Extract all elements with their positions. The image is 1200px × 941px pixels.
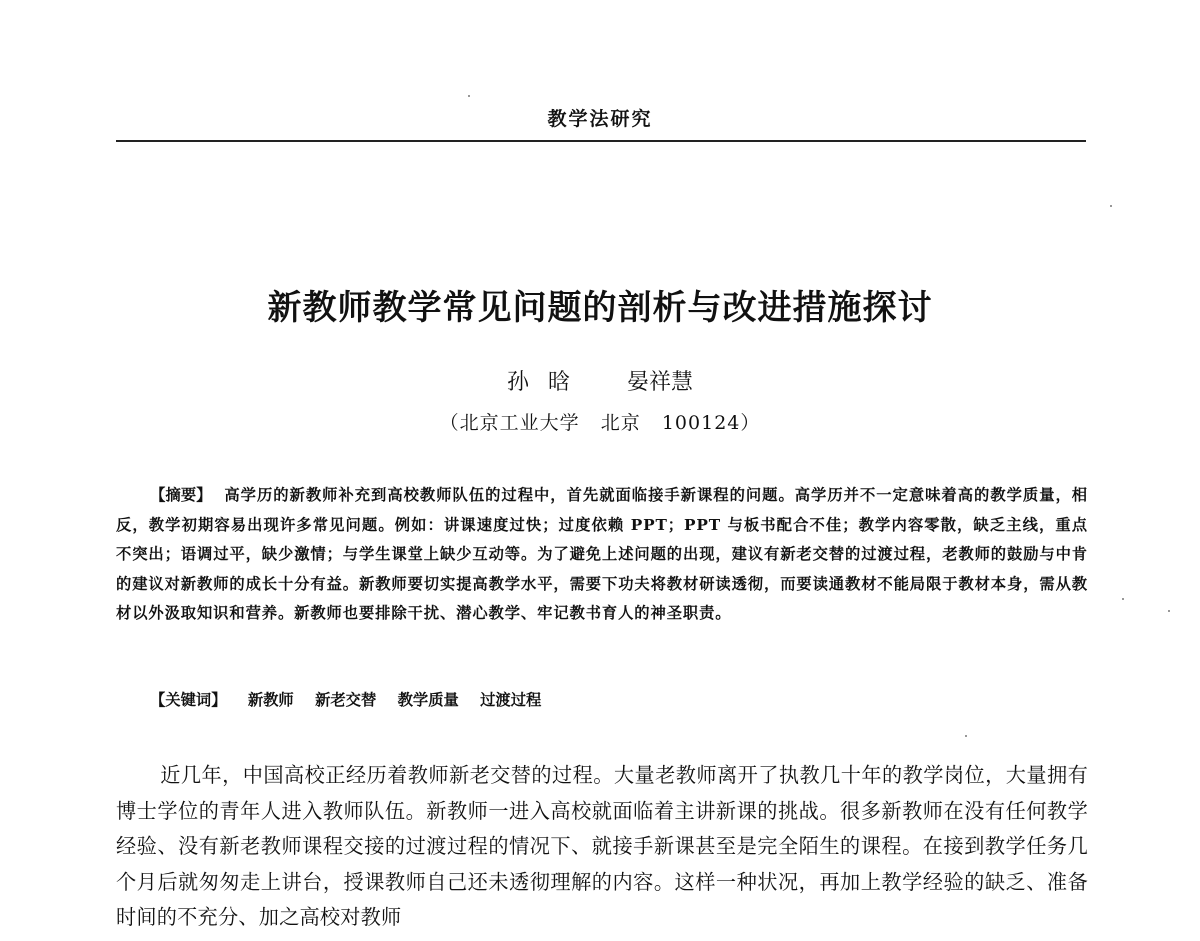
body-paragraph-text: 近几年，中国高校正经历着教师新老交替的过程。大量老教师离开了执教几十年的教学岗位，大量拥有博士学位的青年人进入教师队伍。新教师一进入高校就面临着主讲新课的挑战。很多新教师在没有任何教学经验、没有新老教师课程交接的过渡过程的情况下、就接手新课甚至是完全陌生的课程。在接到教学任务几个月后就匆匆走上讲台，授课教师自己还未透彻理解的内容。这样一种状况，再加上教学经验的缺乏、准备时间的不充分、加之高校对教师 <box>116 763 1088 929</box>
keyword-item: 教学质量 <box>397 691 459 709</box>
scan-speck <box>1168 610 1170 612</box>
scan-speck <box>1122 598 1124 600</box>
keywords-label: 【关键词】 <box>150 691 227 709</box>
abstract-text: 高学历的新教师补充到高校教师队伍的过程中，首先就面临接手新课程的问题。高学历并不一定意味着高的教学质量，相反，教学初期容易出现许多常见问题。例如：讲课速度过快；过度依赖 PPT；PPT 与板书配合不佳；教学内容零散，缺乏主线，重点不突出；语调过平，缺少激情；与学生课堂上缺少互动等。为了避免上述问题的出现，建议有新老交替的过渡过程，老教师的鼓励与中肯的建议对新教师的成长十分有益。新教师要切实提高教学水平，需要下功夫将教材研读透彻，而要读通教材不能局限于教材本身，需从教材以外汲取知识和营养。新教师也要排除干扰、潜心教学、牢记教书育人的神圣职责。 <box>116 486 1089 622</box>
affiliation: （北京工业大学 北京 100124） <box>439 412 761 434</box>
section-header: 教学法研究 <box>547 108 653 130</box>
authors: 孙 晗 晏祥慧 <box>507 370 693 395</box>
keyword-item: 新老交替 <box>315 691 377 709</box>
scan-speck <box>468 95 470 97</box>
scan-speck <box>965 735 967 737</box>
paper-title: 新教师教学常见问题的剖析与改进措施探讨 <box>267 288 933 328</box>
scan-speck <box>1110 205 1112 207</box>
keywords <box>150 688 1090 710</box>
body-paragraph <box>116 758 1088 936</box>
abstract-label: 【摘要】 <box>150 486 212 504</box>
keyword-item: 新教师 <box>247 691 294 709</box>
abstract <box>116 481 1088 629</box>
keyword-item: 过渡过程 <box>480 691 542 709</box>
header-rule <box>116 140 1086 142</box>
